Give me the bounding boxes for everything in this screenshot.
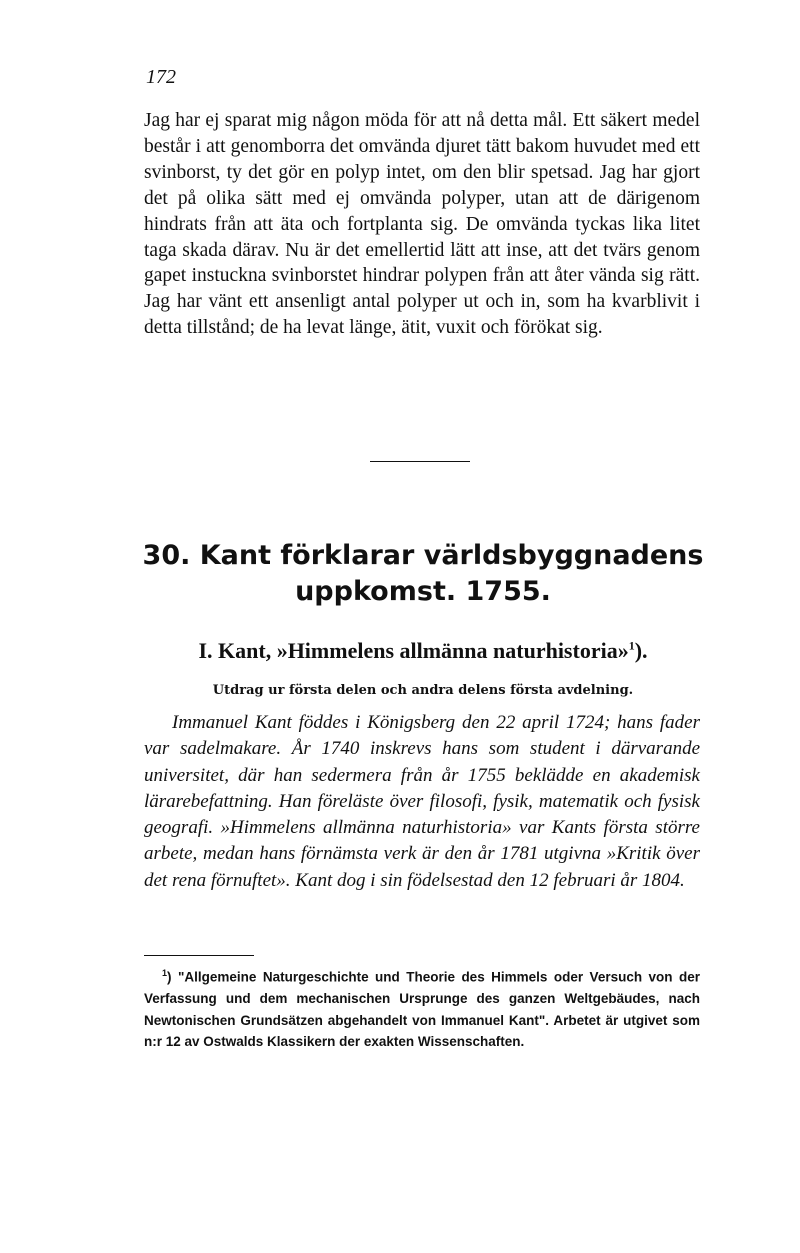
chapter-title-line-1: 30. Kant förklarar världsbyggnadens [142,540,704,571]
chapter-title [140,538,706,610]
footnote-reference: 1 [628,638,635,653]
body-paragraph: Jag har ej sparat mig någon möda för att nå detta mål. Ett säkert medel består i att genomborra det omvända djuret tätt bakom huvudet med ett svinborst, ty det gör en polyp intet, om den blir spetsad. Jag har gjort det på olika sätt med ej omvända polyper, utan att de därigenom hindrats från att äta och fortplanta sig. De omvända tyckas lika litet taga skada därav. Nu är det emellertid lätt att inse, att det tvärs genom gapet instuckna svinborstet hindrar polypen från att åter vända sig rätt. Jag har vänt ett ansenligt antal polyper ut och in, som ha kvarblivit i detta tillstånd; de ha levat länge, ätit, vuxit och förökat sig. [144,110,700,339]
author-line-end: ). [634,638,648,663]
footnote [144,963,700,1053]
footnote-paren: ) [167,969,172,985]
section-divider [370,461,470,462]
page-number: 172 [146,66,176,88]
author-work-title: I. Kant, »Himmelens allmänna naturhistoria» [198,638,629,663]
chapter-title-line-2: uppkomst. 1755. [295,576,551,607]
footnote-marker: 1 [162,968,168,978]
intro-paragraph: Immanuel Kant föddes i Königsberg den 22 april 1724; hans fader var sadelmakare. År 1740 inskrevs hans som student i därvarande universitet, där han sedermera från år 1755 beklädde en akademisk lärarebefattning. Han föreläste över filosofi, fysik, matematik och fysisk geografi. »Himmelens allmänna naturhistoria» var Kants första större arbete, medan hans förnämsta verk är den år 1781 utgivna »Kritik över det rena förnuftet». Kant dog i sin födelsestad den 12 februari år 1804. [144,712,700,891]
excerpt-note: Utdrag ur första delen och andra delens första avdelning. [212,683,634,698]
footnote-divider [144,955,254,956]
author-and-work [140,638,706,664]
footnote-text: "Allgemeine Naturgeschichte und Theorie des Himmels oder Versuch von der Verfassung und dem mechanischen Ursprunge des ganzen Weltgebäudes, nach Newtonischen Grundsätzen abgehandelt von Immanuel Kant". Arbetet är utgivet som n:r 12 av Ostwalds Klassikern der exakten Wissenschaften. [144,969,700,1049]
